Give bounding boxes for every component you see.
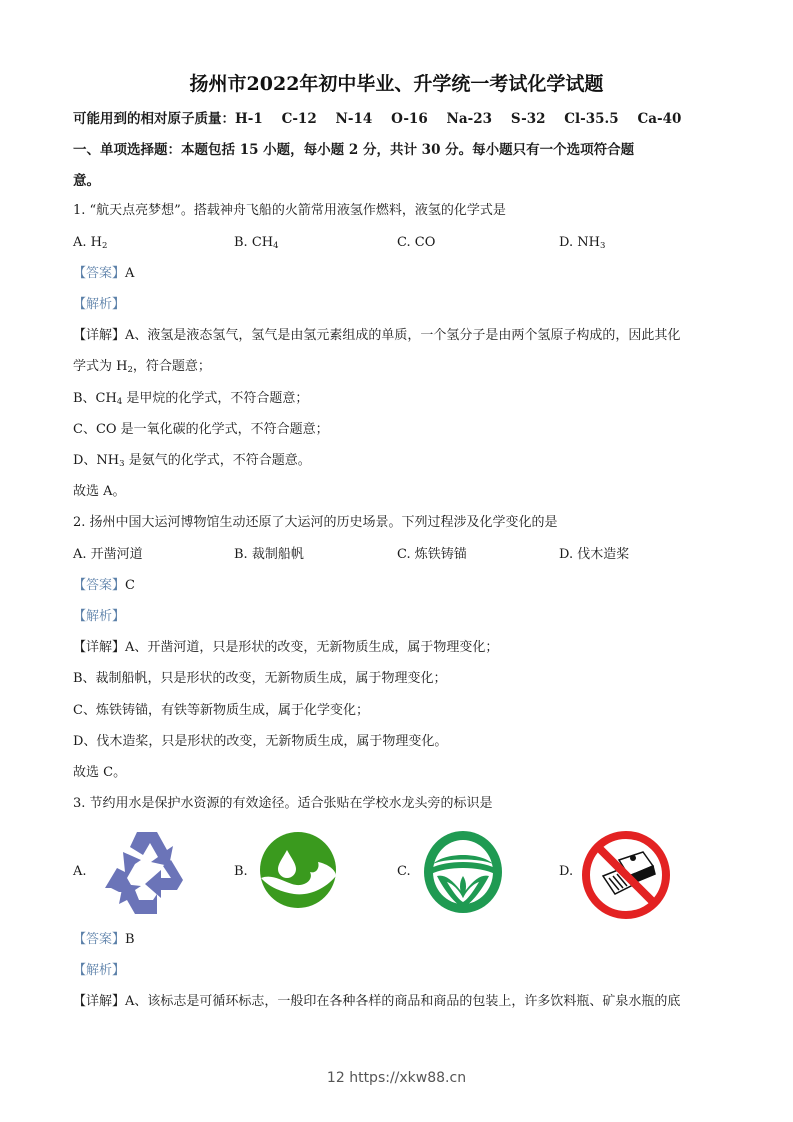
question-2-detail-line: 【详解】A、开凿河道，只是形状的改变，无新物质生成，属于物理变化； xyxy=(73,640,499,655)
question-1-detail-line: 学式为 $H_2$，符合题意； xyxy=(73,359,211,375)
answer-label: 【答案】 xyxy=(73,266,126,281)
page-footer xyxy=(0,1070,793,1086)
atomic-mass-item: N-14 xyxy=(335,111,373,127)
atomic-mass-item: S-32 xyxy=(510,111,546,127)
question-1-options xyxy=(73,235,753,251)
answer-value: A xyxy=(125,266,135,281)
option-a: A. xyxy=(73,828,233,920)
answer-value: C xyxy=(125,578,135,593)
question-1-analysis-label: 【解析】 xyxy=(73,297,126,312)
question-2-answer xyxy=(73,578,135,594)
detail-label: 【详解】 xyxy=(73,994,126,1009)
atomic-mass-item: C-12 xyxy=(281,111,317,127)
atomic-masses-line xyxy=(73,111,681,127)
green-food-symbol-icon xyxy=(421,828,505,916)
footer-url[interactable]: https://xkw88.cn xyxy=(349,1070,467,1086)
atomic-masses-label: 可能用到的相对原子质量： xyxy=(73,111,235,127)
option-c: C. 炼铁铸锚 xyxy=(397,547,467,562)
answer-value: B xyxy=(125,932,135,947)
question-2-options xyxy=(73,547,753,563)
detail-label: 【详解】 xyxy=(73,328,126,343)
option-c: C. xyxy=(397,828,557,920)
question-3-stem: 3. 节约用水是保护水资源的有效途径。适合张贴在学校水龙头旁的标识是 xyxy=(73,796,493,811)
question-2-detail-line: B、裁制船帆，只是形状的改变，无新物质生成，属于物理变化； xyxy=(73,671,447,686)
detail-label: 【详解】 xyxy=(73,640,126,655)
question-1-conclusion: 故选 A。 xyxy=(73,484,126,499)
question-3-answer xyxy=(73,932,135,948)
answer-label: 【答案】 xyxy=(73,932,126,947)
option-a: A. 开凿河道 xyxy=(73,547,143,562)
question-1-detail-line: D、$NH_3$ 是氨气的化学式，不符合题意。 xyxy=(73,453,311,469)
question-1-detail-line: B、$CH_4$ 是甲烷的化学式，不符合题意； xyxy=(73,391,309,407)
question-1-stem: 1. “航天点亮梦想”。搭载神舟飞船的火箭常用液氢作燃料，液氢的化学式是 xyxy=(73,203,506,218)
option-d: D. $NH_3$ xyxy=(559,235,606,251)
no-matches-symbol-icon xyxy=(579,828,673,922)
question-2-conclusion: 故选 C。 xyxy=(73,765,127,780)
question-3-image-options xyxy=(73,828,753,920)
section-header-cont: 意。 xyxy=(73,173,100,189)
option-b: B. 裁制船帆 xyxy=(234,547,304,562)
question-1-detail-line: 【详解】A、液氢是液态氢气，氢气是由氢元素组成的单质，一个氢分子是由两个氢原子构成的，因此其化 xyxy=(73,328,681,343)
option-d: D. xyxy=(559,828,739,920)
option-a: A. $H_2$ xyxy=(73,235,108,251)
question-2-detail-line: C、炼铁铸锚，有铁等新物质生成，属于化学变化； xyxy=(73,703,369,718)
recycle-symbol-icon xyxy=(97,828,193,918)
atomic-mass-item: H-1 xyxy=(235,111,263,127)
option-d: D. 伐木造桨 xyxy=(559,547,630,562)
option-b: B. $CH_4$ xyxy=(234,235,279,251)
question-1-detail-line: C、CO 是一氧化碳的化学式，不符合题意； xyxy=(73,422,329,437)
atomic-mass-item: Cl-35.5 xyxy=(564,111,619,127)
atomic-mass-item: O-16 xyxy=(391,111,428,127)
page-number: 12 xyxy=(326,1070,345,1086)
question-2-analysis-label: 【解析】 xyxy=(73,609,126,624)
water-saving-symbol-icon xyxy=(258,828,340,910)
option-c: C. CO xyxy=(397,235,436,250)
question-3-detail-line: 【详解】A、该标志是可循环标志，一般印在各种各样的商品和商品的包装上，许多饮料瓶、矿泉水瓶的底 xyxy=(73,994,681,1009)
section-header: 一、单项选择题：本题包括 15 小题，每小题 2 分，共计 30 分。每小题只有一个选项符合题 xyxy=(73,142,635,158)
atomic-mass-item: Na-23 xyxy=(446,111,493,127)
page-title: 扬州市2022年初中毕业、升学统一考试化学试题 xyxy=(189,73,604,95)
question-2-detail-line: D、伐木造桨，只是形状的改变，无新物质生成，属于物理变化。 xyxy=(73,734,448,749)
option-b: B. xyxy=(234,828,394,920)
answer-label: 【答案】 xyxy=(73,578,126,593)
atomic-mass-item: Ca-40 xyxy=(637,111,682,127)
question-1-answer xyxy=(73,266,134,282)
question-3-analysis-label: 【解析】 xyxy=(73,963,126,978)
question-2-stem: 2. 扬州中国大运河博物馆生动还原了大运河的历史场景。下列过程涉及化学变化的是 xyxy=(73,515,558,530)
